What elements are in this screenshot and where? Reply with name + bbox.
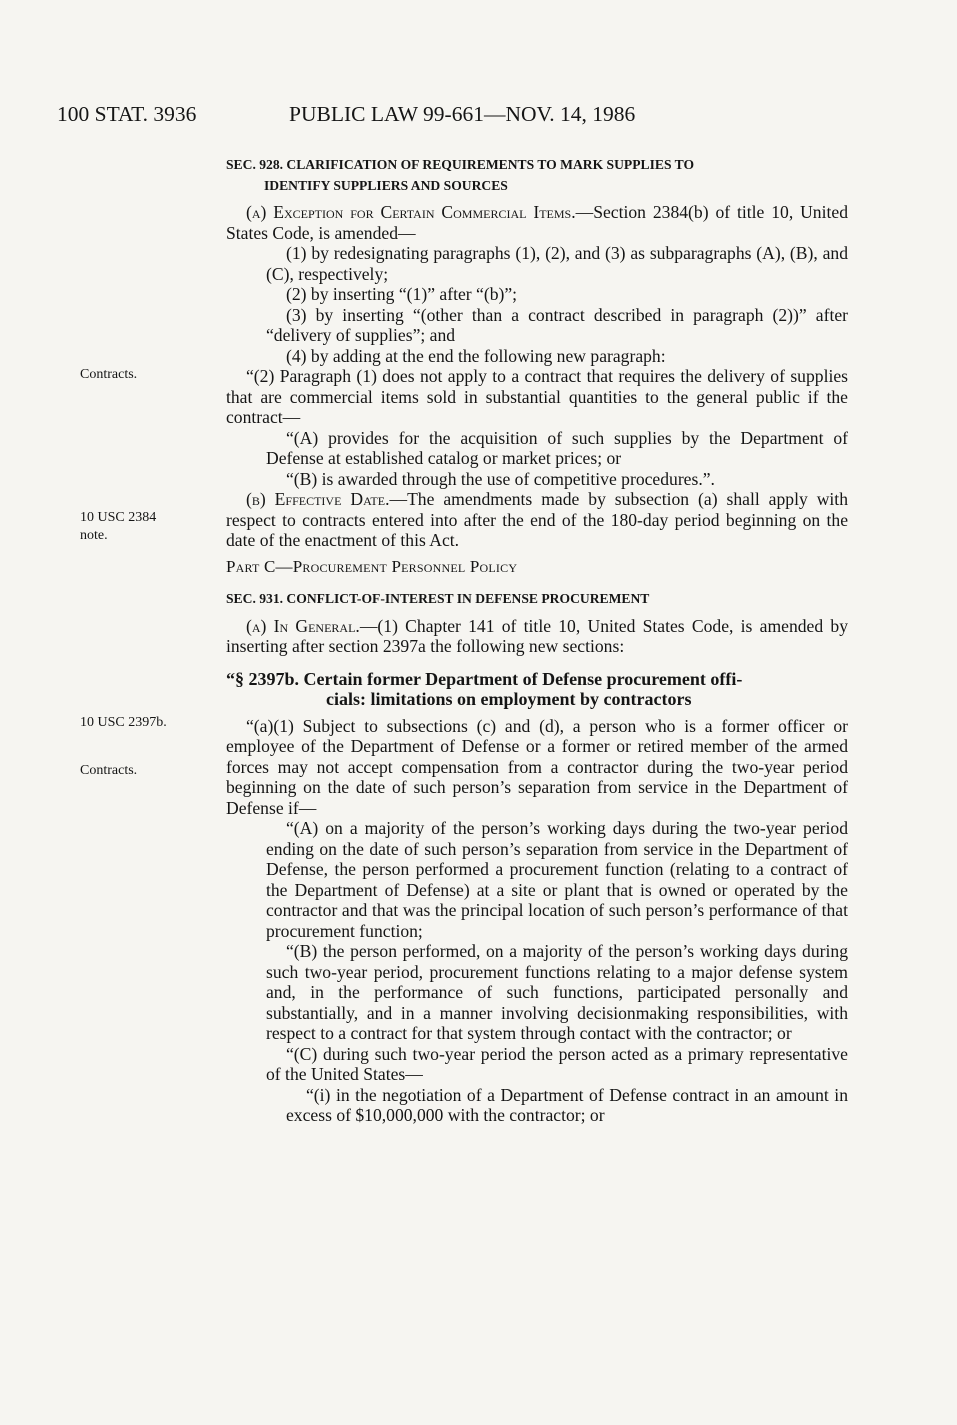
document-body	[226, 155, 848, 1126]
margin-note-usc-2384: 10 USC 2384	[80, 510, 157, 525]
clause-c-i: “(i) in the negotiation of a Department of Defense contract in an amount in excess of $10,000,000 with the contractor; or	[286, 1084, 848, 1125]
public-law-title: PUBLIC LAW 99-661—NOV. 14, 1986	[289, 102, 636, 126]
sec-931-a-caption: (a) In General.	[246, 615, 360, 636]
subsection-a-text: —Section 2384(b) of title 10, United States Code, is amended—	[226, 202, 848, 243]
amendment-item-4: (4) by adding at the end the following new paragraph:	[286, 345, 666, 366]
section-2397b-title-line2: cials: limitations on employment by contractors	[326, 689, 692, 709]
section-2397b-title	[226, 669, 848, 710]
part-c-heading: Part C—Procurement Personnel Policy	[226, 556, 518, 576]
page-header	[57, 102, 857, 132]
subsection-a-caption: (a) Exception for Certain Commercial Items.	[246, 202, 576, 222]
statute-page-number: 100 STAT. 3936	[57, 102, 197, 126]
subsection-b-caption: (b) Effective Date.	[246, 489, 390, 509]
amendment-item-1: (1) by redesignating paragraphs (1), (2), and (3) as subparagraphs (A), (B), and (C), respectively;	[266, 243, 848, 284]
margin-note-contracts-1: Contracts.	[80, 367, 138, 382]
amendment-item-2: (2) by inserting “(1)” after “(b)”;	[286, 284, 518, 304]
section-2397b-a1: “(a)(1) Subject to subsections (c) and (d), a person who is a former officer or employee of the Department of Defense or a former or retired member of the armed forces may not accept compensation from a contractor during the two-year period beginning on the date of such person’s separation from service in the Department of Defense if—	[226, 715, 848, 818]
sec-928-subsection-a	[226, 202, 848, 243]
section-2397b-title-line1: “§ 2397b. Certain former Department of Defense procurement offi-	[226, 668, 743, 689]
subparagraph-b: “(B) is awarded through the use of competitive procedures.”.	[286, 468, 715, 489]
margin-note-usc-2397b: 10 USC 2397b.	[80, 715, 167, 730]
new-paragraph-2: “(2) Paragraph (1) does not apply to a contract that requires the delivery of supplies that are commercial items sold in substantial quantities to the general public if the contract—	[226, 366, 848, 427]
sec-931-subsection-a	[226, 616, 848, 657]
clause-c: “(C) during such two-year period the person acted as a primary representative of the United States—	[266, 1043, 848, 1084]
clause-a: “(A) on a majority of the person’s working days during the two-year period ending on the date of such person’s separation from service in the Department of Defense, the person performed a procurement function (relating to a contract of the Department of Defense) at a site or plant that is owned or operated by the contractor and that was the principal location of such person’s performance of that procurement function;	[266, 818, 848, 941]
subsection-b-text: —The amendments made by subsection (a) shall apply with respect to contracts entered into after the end of the 180-day period beginning on the date of the enactment of this Act.	[226, 489, 848, 550]
margin-note-note: note.	[80, 528, 108, 543]
clause-b: “(B) the person performed, on a majority of the person’s working days during such two-year period, procurement functions relating to a major defense system and, in the performance of such functions, participated personally and substantially, and in a manner involving decisionmaking responsibilities, with respect to a contract for that system through contact with the contractor; or	[266, 941, 848, 1043]
amendment-item-3: (3) by inserting “(other than a contract described in paragraph (2))” after “delivery of supplies”; and	[266, 304, 848, 345]
sec-928-heading-line1: SEC. 928. CLARIFICATION OF REQUIREMENTS TO MARK SUPPLIES TO	[226, 157, 695, 172]
sec-931-a-text: —(1) Chapter 141 of title 10, United States Code, is amended by inserting after section 2397a the following new sections:	[226, 615, 848, 656]
sec-931-heading: SEC. 931. CONFLICT-OF-INTEREST IN DEFENSE PROCUREMENT	[226, 591, 650, 606]
sec-928-heading-line2: IDENTIFY SUPPLIERS AND SOURCES	[264, 177, 508, 193]
sec-928-subsection-b	[226, 489, 848, 551]
margin-note-contracts-2: Contracts.	[80, 763, 138, 778]
sec-928-heading	[226, 155, 848, 196]
subparagraph-a: “(A) provides for the acquisition of such supplies by the Department of Defense at established catalog or market prices; or	[266, 427, 848, 468]
